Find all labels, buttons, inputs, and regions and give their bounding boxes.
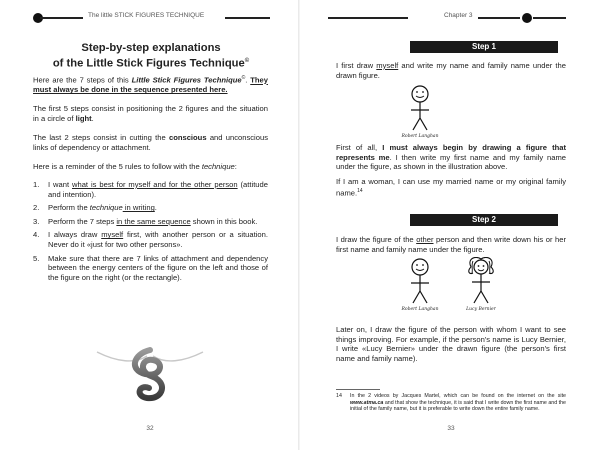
step-1-explanation: First of all, I must always begin by drawing a figure that represents me. I then write my first name and my family name under the figure, as shown in the illustration above. [336,143,566,172]
header-rule [533,17,566,19]
step-2-paragraph: I draw the figure of the other person and then write down his or her first name and family name under the figure. [336,235,567,254]
paragraph-last-steps: The last 2 steps consist in cutting the conscious and unconscious links of dependency or attachment. [33,133,268,152]
header-rule [225,17,270,19]
list-item: 4. I always draw myself first, with another person or a situation. Never do it «just for two other persons». [33,230,268,249]
stick-figure-other [461,257,501,313]
stick-figure-self [400,84,440,140]
figure-caption: Lucy Bernier [466,307,496,312]
step-1-banner: Step 1 [410,41,558,53]
intro-paragraph: Here are the 7 steps of this Little Stick Figures Technique©. They must always be done in the sequence presented here. [33,75,268,95]
step-1-note: If I am a woman, I can use my married name or my original family name.$^{14}$ [336,177,566,198]
footnote: 14 In the 2 videos by Jacques Martel, which can be found on the internet on the site www.atma.ca and that show the technique, it is said that I write down the first name and the initial of the family name, but it is preferable to write down the entire family name. [336,393,566,413]
running-header: The little STICK FIGURES TECHNIQUE [88,12,205,19]
page-number: 33 [447,425,455,432]
step-2-explanation: Later on, I draw the figure of the person with whom I want to see things improving. For example, if the person's name is Lucy Bernier, I write «Lucy Bernier» under the drawn figure (the person's first name and family name). [336,325,566,363]
step-1-paragraph: I first draw myself and write my name and family name under the drawn figure. [336,61,566,80]
stick-figure-self [400,257,440,313]
list-item: 1. I want what is best for myself and for the other person (attitude and intention). [33,180,268,199]
paragraph-reminder: Here is a reminder of the 5 rules to follow with the technique: [33,162,237,171]
list-item: 3. Perform the 7 steps in the same sequence shown in this book. [33,216,258,226]
page-number: 32 [146,425,154,432]
decorative-swirl-icon [95,342,205,410]
rules-list [33,180,268,286]
chapter-header: Chapter 3 [444,12,473,19]
header-rule [478,17,520,19]
footnote-rule [336,389,380,390]
figure-caption: Robert Langhan [401,134,439,139]
step-2-banner: Step 2 [410,214,558,226]
header-rule [328,17,408,19]
list-item: 5. Make sure that there are 7 links of attachment and dependency between the energy centers of the figure on the left and those of the figure on the right (or the rectangle). [33,253,268,282]
paragraph-first-steps: The first 5 steps consist in positioning the 2 figures and the situation in a circle of light. [33,104,268,123]
figure-caption: Robert Langhan [401,307,439,312]
header-rule [40,17,83,19]
list-item: 2. Perform the technique in writing. [33,203,157,213]
header-bullet-icon [522,13,532,23]
section-title: Step-by-step explanations of the Little Stick Figures Technique© [52,42,250,70]
